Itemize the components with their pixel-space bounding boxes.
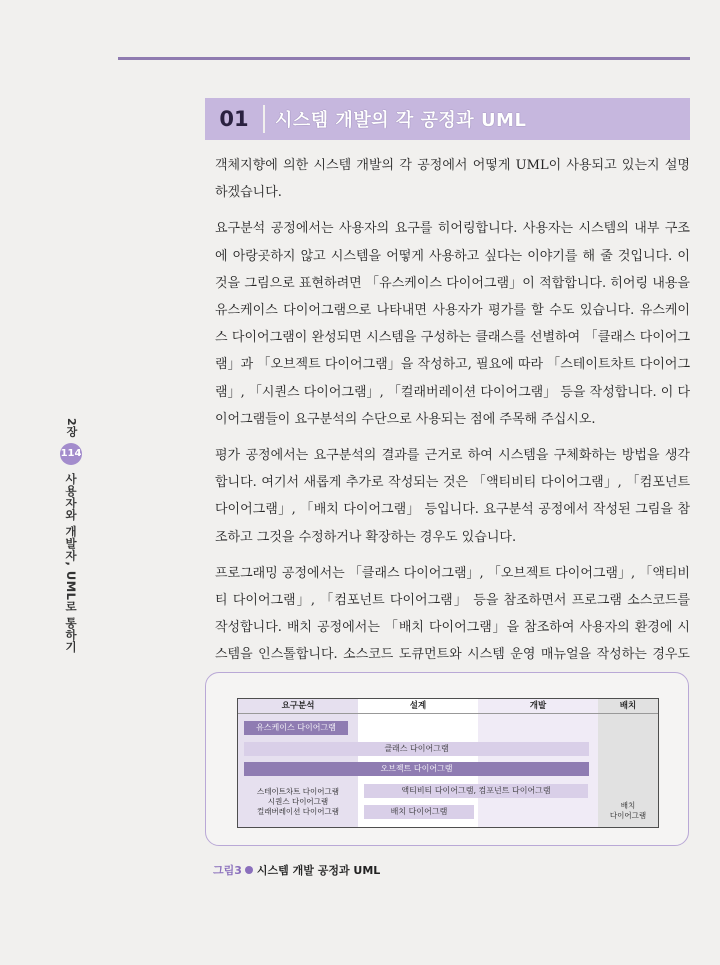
paragraph: 평가 공정에서는 요구분석의 결과를 근거로 하여 시스템을 구체화하는 방법을 생각합니다. 여기서 새롭게 추가로 작성되는 것은 「액티비티 다이어그램」, 「컴포넌트 다이어그램」, 「배치 다이어그램」 등입니다. 요구분석 공정에서 작성된 그림을 참조하고 그것을 수정하거나 확장하는 경우도 있습니다.	[215, 448, 690, 545]
deploy-label-line1: 배치	[620, 801, 636, 810]
activity-component-bar: 액티비티 다이어그램, 컴포넌트 다이어그램	[364, 784, 588, 798]
running-title: 사용자와 개발자, UML로 통하기	[64, 472, 78, 653]
section-title: 시스템 개발의 각 공정과 UML	[275, 110, 527, 131]
chapter-label: 2장	[65, 418, 78, 437]
object-bar: 오브젝트 다이어그램	[244, 762, 589, 776]
paragraph: 요구분석 공정에서는 사용자의 요구를 히어링합니다. 사용자는 시스템의 내부 구조에 아랑곳하지 않고 시스템을 어떻게 사용하고 싶다는 이야기를 해 줄 것입니다. 이것을 그림으로 표현하려면 「유스케이스 다이어그램」이 적합합니다. 히어링 내용을 유스케이스 다이어그램으로 나타내면 사용자가 평가를 할 수도 있습니다. 유스케이스 다이어그램이 완성되면 시스템을 구성하는 클래스를 선별하여 「클래스 다이어그램」과 「오브젝트 다이어그램」을 작성하고, 필요에 따라 「스테이트차트 다이어그램」, 「시퀀스 다이어그램」, 「컬래버레이션 다이어그램」 등을 작성합니다. 이 다이어그램들이 요구분석의 수단으로 사용되는 점에 주목해 주십시오.	[215, 221, 690, 427]
figure-caption	[213, 862, 380, 878]
statechart-label: 스테이트차트 다이어그램	[256, 787, 340, 796]
process-diagram	[237, 698, 659, 828]
paragraph: 프로그래밍 공정에서는 「클래스 다이어그램」, 「오브젝트 다이어그램」, 「액티비티 다이어그램」, 「컴포넌트 다이어그램」 등을 참조하면서 프로그램 소스코드를 작성합니다. 배치 공정에서는 「배치 다이어그램」을 참조하여 사용자의 환경에 시스템을 인스톨합니다. 소스코드 도큐먼트와 시스템 운영 매뉴얼을 작성하는 경우도	[215, 565, 690, 663]
phase-label: 개발	[529, 701, 547, 711]
section-header	[205, 98, 690, 140]
section-number: 01	[219, 107, 249, 131]
page-sidebar	[54, 418, 88, 653]
class-bar: 클래스 다이어그램	[244, 742, 589, 756]
top-rule	[118, 57, 690, 60]
phase-label: 요구분석	[281, 701, 315, 711]
figure-number: 그림3	[213, 864, 242, 877]
deploy-label-line2: 다이어그램	[609, 811, 647, 820]
usecase-bar: 유스케이스 다이어그램	[244, 721, 348, 735]
paragraph: 객체지향에 의한 시스템 개발의 각 공정에서 어떻게 UML이 사용되고 있는지 설명하겠습니다.	[215, 158, 690, 201]
phase-label: 설계	[409, 701, 427, 711]
page-number: 114	[60, 443, 82, 465]
figure-caption-text: 시스템 개발 공정과 UML	[256, 864, 381, 877]
collaboration-label: 컬래버레이션 다이어그램	[256, 807, 340, 816]
bullet-icon	[245, 866, 253, 874]
sequence-label: 시퀀스 다이어그램	[267, 797, 329, 806]
phase-label: 배치	[619, 701, 637, 711]
header-rule	[238, 713, 658, 714]
body-text	[215, 152, 690, 705]
deployment-bar: 배치 다이어그램	[364, 805, 474, 819]
section-divider	[263, 105, 265, 133]
